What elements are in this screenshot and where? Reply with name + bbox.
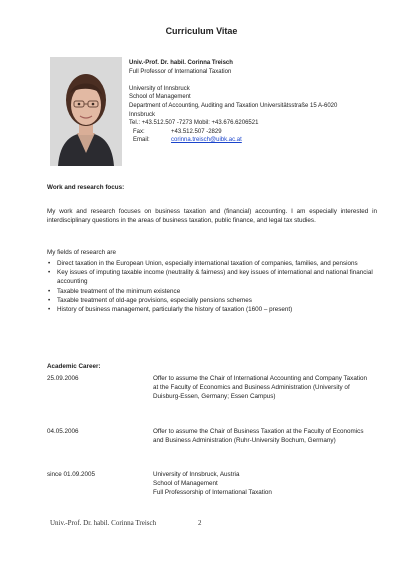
department-address: Department of Accounting, Auditing and Taxation Universitätsstraße 15 A-6020 — [129, 102, 338, 109]
career-heading: Academic Career: — [47, 363, 101, 370]
footer-name: Univ.-Prof. Dr. habil. Corinna Treisch — [50, 519, 157, 527]
portrait-illustration — [50, 57, 122, 166]
list-item: • Taxable treatment of the minimum existence — [47, 287, 382, 296]
school: School of Management — [129, 94, 191, 101]
contact-block — [129, 59, 391, 145]
list-item: • Taxable treatment of old-age provisions, especially pensions schemes — [47, 296, 382, 305]
career-text: Offer to assume the Chair of Business Taxation at the Faculty of Economics and Business Administration (Ruhr-University Bochum, Germany) — [153, 428, 364, 445]
career-date: 25.09.2006 — [47, 375, 79, 382]
research-intro: My fields of research are — [47, 249, 116, 256]
research-heading: Work and research focus: — [47, 184, 125, 191]
career-entry-3 — [47, 470, 377, 498]
fax-value: +43.512.507 -2829 — [171, 128, 222, 135]
person-position: Full Professor of International Taxation — [129, 68, 232, 75]
email-link[interactable]: corinna.treisch@uibk.ac.at — [171, 137, 242, 144]
page-number: 2 — [198, 519, 202, 527]
career-entry-2 — [47, 427, 377, 445]
career-text: Offer to assume the Chair of International Accounting and Company Taxation at the Faculty of Economics and Business Administration (University of Duisburg-Essen, Germany; Essen Campus) — [153, 375, 367, 401]
list-item: • Direct taxation in the European Union, especially international taxation of companies, families, and pensions — [47, 259, 382, 268]
career-line: School of Management — [153, 480, 218, 488]
portrait-photo — [50, 57, 122, 166]
person-name: Univ.-Prof. Dr. habil. Corinna Treisch — [129, 60, 233, 66]
telephone: Tel.: +43.512.507 -7273 Mobil: +43.676.6206521 — [129, 120, 259, 127]
research-paragraph: My work and research focuses on business taxation and (financial) accounting. I am especially interested in interdisciplinary questions in the areas of business taxation, public finance, and legal tax studies. — [47, 208, 377, 225]
career-date: since 01.09.2005 — [47, 471, 95, 478]
career-line: Full Professorship of International Taxation — [153, 489, 272, 497]
fax-row — [129, 128, 391, 137]
list-item: • Key issues of imputing taxable income (neutrality & fairness) and key issues of international and national financial accounting — [47, 268, 382, 286]
career-date: 04.05.2006 — [47, 428, 79, 435]
career-line: University of Innsbruck, Austria — [153, 471, 240, 478]
email-label: Email: — [133, 137, 150, 144]
fax-label: Fax: — [133, 128, 145, 135]
document-title: Curriculum Vitae — [165, 26, 238, 36]
list-item: • History of business management, particularly the history of taxation (1600 – present) — [47, 305, 382, 314]
career-entry-1 — [47, 374, 377, 402]
university: University of Innsbruck — [129, 85, 190, 92]
city: Innsbruck — [129, 111, 156, 118]
email-row — [129, 136, 391, 145]
research-fields-list — [47, 259, 382, 314]
